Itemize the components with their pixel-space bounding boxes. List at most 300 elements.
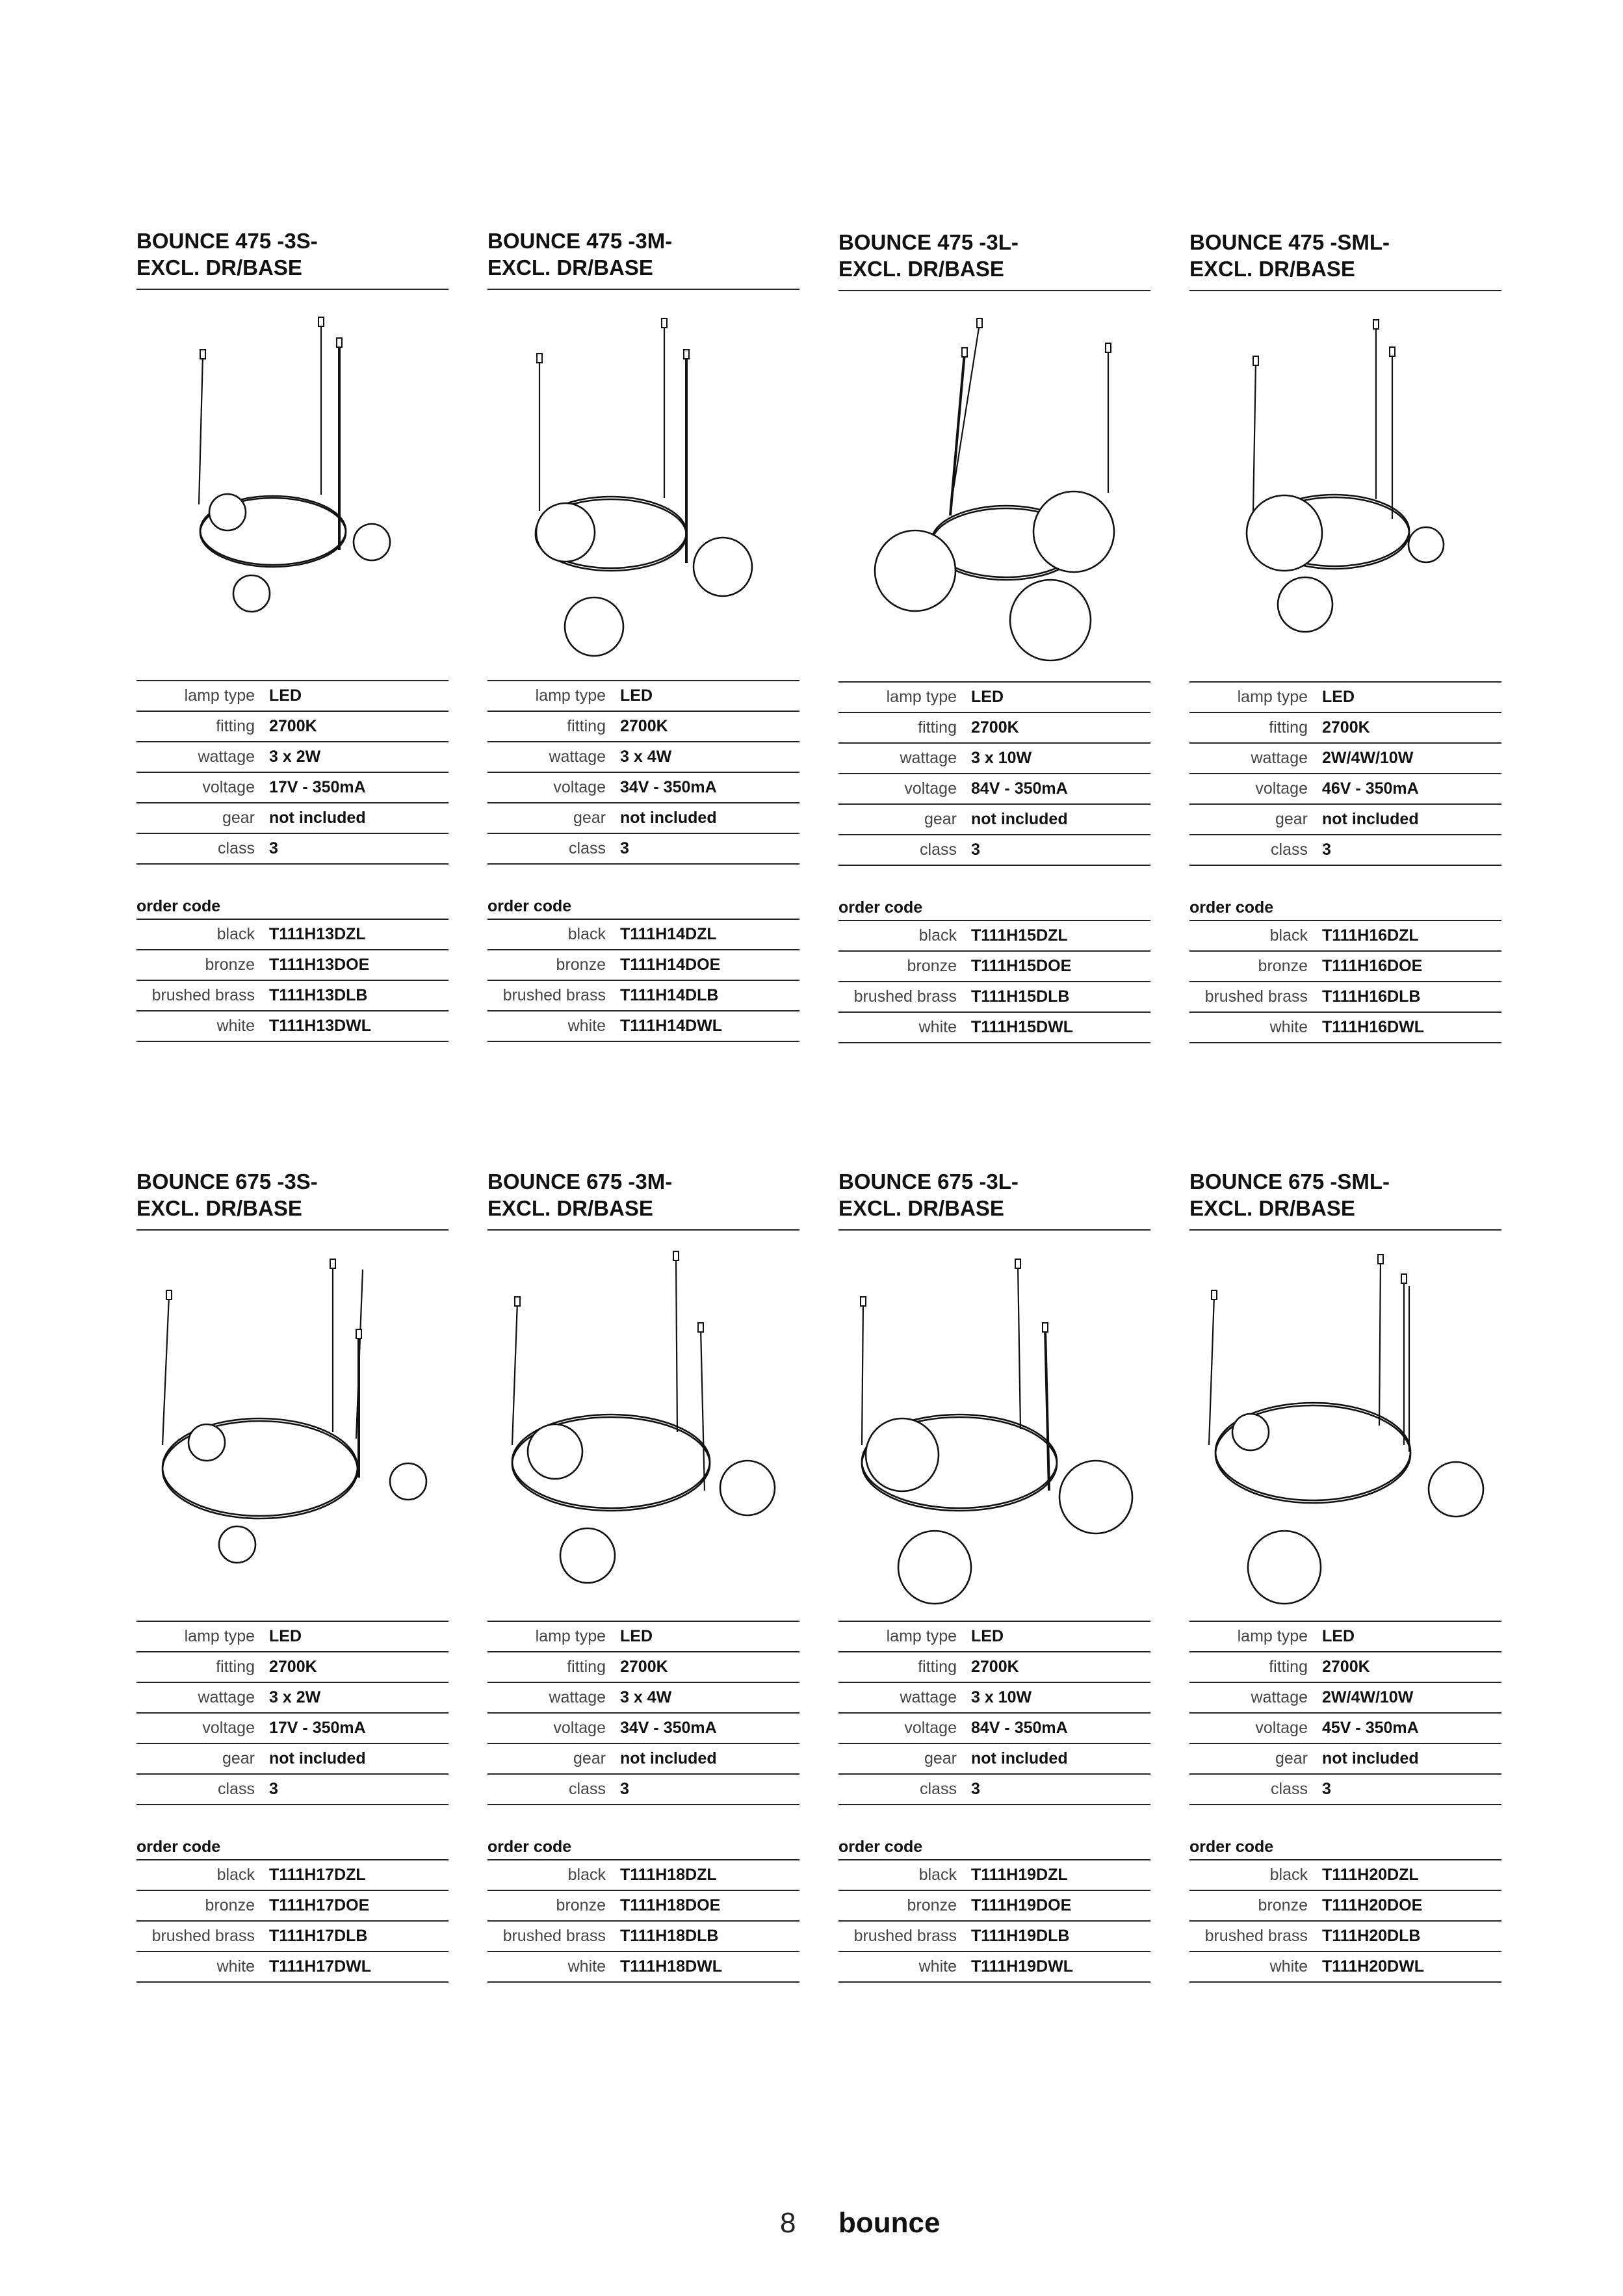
product-title <box>1189 229 1501 291</box>
order-code-table <box>838 1860 1150 1983</box>
spec-row-lamp-type <box>1189 683 1501 713</box>
finish-label: bronze <box>205 956 255 974</box>
spec-row-class <box>487 834 799 865</box>
product-title <box>136 228 448 290</box>
spec-label: lamp type <box>1237 688 1308 706</box>
spec-label: class <box>1271 1780 1308 1798</box>
spec-label: wattage <box>900 1688 957 1706</box>
order-row-black <box>838 921 1150 952</box>
order-code: T111H15DWL <box>971 1018 1074 1036</box>
spec-label: lamp type <box>535 1627 606 1645</box>
spec-label: fitting <box>216 1658 255 1676</box>
pendant-lamp-drawing <box>136 1231 448 1621</box>
pendant-lamp-drawing <box>1189 1231 1501 1621</box>
spec-row-wattage <box>487 1683 799 1714</box>
order-code: T111H14DZL <box>620 925 717 943</box>
spec-row-gear <box>487 1744 799 1775</box>
order-code-table <box>838 921 1150 1043</box>
finish-label: white <box>918 1957 957 1976</box>
product-title-line-2: EXCL. DR/BASE <box>487 255 653 280</box>
spec-label: lamp type <box>1237 1627 1308 1645</box>
spec-label: fitting <box>216 717 255 735</box>
spec-value: not included <box>1322 810 1419 828</box>
product-card <box>487 228 799 1042</box>
order-code: T111H16DLB <box>1322 987 1421 1006</box>
order-code: T111H16DZL <box>1322 926 1419 945</box>
spec-label: fitting <box>1269 1658 1308 1676</box>
finish-label: white <box>216 1957 255 1976</box>
finish-label: black <box>567 925 606 943</box>
spec-value: not included <box>971 810 1068 828</box>
spec-label: fitting <box>567 1658 606 1676</box>
order-row-black <box>838 1860 1150 1891</box>
order-code-heading: order code <box>136 1830 448 1860</box>
spec-value: 17V - 350mA <box>269 1719 366 1737</box>
spec-label: class <box>569 839 606 857</box>
product-title-line-1: BOUNCE 675 -3L- <box>838 1169 1019 1194</box>
order-row-white <box>136 1011 448 1042</box>
spec-row-voltage <box>838 774 1150 805</box>
spec-row-gear <box>487 803 799 834</box>
spec-value: 2700K <box>971 718 1019 737</box>
product-card <box>838 229 1150 1043</box>
order-code: T111H13DLB <box>269 986 368 1004</box>
spec-row-class <box>487 1775 799 1805</box>
order-code-heading: order code <box>487 1830 799 1860</box>
spec-row-class <box>1189 835 1501 866</box>
order-row-white <box>838 1952 1150 1983</box>
spec-value: not included <box>620 809 717 827</box>
spec-row-lamp-type <box>487 681 799 712</box>
spec-row-voltage <box>136 773 448 803</box>
order-row-white <box>1189 1013 1501 1043</box>
order-row-black <box>136 920 448 950</box>
spec-label: gear <box>1275 1749 1308 1768</box>
spec-label: wattage <box>1251 749 1308 767</box>
spec-value: not included <box>620 1749 717 1768</box>
spec-label: class <box>1271 841 1308 859</box>
spec-value: 2700K <box>1322 718 1370 737</box>
spec-value: 3 <box>1322 1780 1331 1798</box>
order-row-bronze <box>1189 1891 1501 1922</box>
spec-value: LED <box>971 1627 1004 1645</box>
product-title-line-1: BOUNCE 675 -3M- <box>487 1169 673 1194</box>
product-title <box>487 1168 799 1231</box>
spec-label: lamp type <box>535 686 606 705</box>
spec-row-voltage <box>838 1714 1150 1744</box>
spec-table <box>487 680 799 865</box>
spec-value: 84V - 350mA <box>971 1719 1068 1737</box>
order-row-bronze <box>838 952 1150 982</box>
finish-label: bronze <box>556 956 606 974</box>
pendant-lamp-drawing <box>1189 291 1501 681</box>
finish-label: black <box>1269 926 1308 945</box>
pendant-lamp-drawing <box>838 1231 1150 1621</box>
spec-row-lamp-type <box>487 1622 799 1652</box>
spec-value: 3 <box>1322 841 1331 859</box>
order-code: T111H19DLB <box>971 1927 1070 1945</box>
order-code: T111H20DWL <box>1322 1957 1425 1976</box>
order-code: T111H20DLB <box>1322 1927 1421 1945</box>
order-code: T111H19DWL <box>971 1957 1074 1976</box>
spec-row-gear <box>838 1744 1150 1775</box>
order-row-white <box>487 1952 799 1983</box>
pendant-lamp-drawing <box>487 290 799 680</box>
order-code-table <box>136 920 448 1042</box>
order-row-brushed-brass <box>487 1922 799 1952</box>
product-title-line-1: BOUNCE 675 -3S- <box>136 1169 318 1194</box>
spec-table <box>136 1621 448 1805</box>
spec-label: gear <box>222 1749 255 1768</box>
product-title <box>487 228 799 290</box>
brand-name: bounce <box>838 2207 941 2239</box>
spec-label: class <box>920 841 957 859</box>
spec-row-class <box>838 835 1150 866</box>
spec-label: lamp type <box>184 1627 255 1645</box>
spec-label: wattage <box>900 749 957 767</box>
spec-row-wattage <box>136 742 448 773</box>
spec-value: LED <box>269 1627 302 1645</box>
spec-value: 2W/4W/10W <box>1322 1688 1414 1706</box>
product-title <box>136 1168 448 1231</box>
spec-row-fitting <box>136 712 448 742</box>
finish-label: brushed brass <box>502 986 606 1004</box>
pendant-lamp-drawing <box>136 290 448 680</box>
spec-label: class <box>920 1780 957 1798</box>
order-code: T111H13DOE <box>269 956 370 974</box>
order-row-white <box>136 1952 448 1983</box>
spec-row-lamp-type <box>838 1622 1150 1652</box>
spec-row-class <box>1189 1775 1501 1805</box>
order-code: T111H20DZL <box>1322 1866 1419 1884</box>
finish-label: black <box>567 1866 606 1884</box>
spec-label: gear <box>924 1749 957 1768</box>
spec-label: gear <box>924 810 957 828</box>
spec-label: voltage <box>202 1719 255 1737</box>
spec-value: not included <box>269 1749 366 1768</box>
page-footer <box>0 2207 1623 2246</box>
spec-label: voltage <box>904 1719 957 1737</box>
order-row-brushed-brass <box>136 981 448 1011</box>
product-card <box>136 1168 448 1983</box>
order-row-black <box>136 1860 448 1891</box>
product-title-line-2: EXCL. DR/BASE <box>838 1196 1004 1220</box>
order-row-black <box>487 1860 799 1891</box>
spec-label: lamp type <box>886 688 957 706</box>
spec-row-gear <box>1189 805 1501 835</box>
spec-value: 2700K <box>620 1658 668 1676</box>
spec-value: 2700K <box>269 1658 317 1676</box>
order-row-bronze <box>136 1891 448 1922</box>
finish-label: brushed brass <box>502 1927 606 1945</box>
order-row-black <box>1189 921 1501 952</box>
spec-value: not included <box>269 809 366 827</box>
product-card <box>487 1168 799 1983</box>
spec-row-wattage <box>838 744 1150 774</box>
spec-row-wattage <box>1189 1683 1501 1714</box>
order-code: T111H16DOE <box>1322 957 1423 975</box>
spec-value: not included <box>971 1749 1068 1768</box>
spec-row-voltage <box>136 1714 448 1744</box>
spec-label: voltage <box>553 1719 606 1737</box>
finish-label: brushed brass <box>1204 1927 1308 1945</box>
spec-label: gear <box>573 809 606 827</box>
spec-label: wattage <box>198 1688 255 1706</box>
spec-value: 3 <box>971 1780 980 1798</box>
order-row-bronze <box>838 1891 1150 1922</box>
product-title-line-2: EXCL. DR/BASE <box>136 255 302 280</box>
spec-value: 34V - 350mA <box>620 1719 717 1737</box>
spec-label: wattage <box>549 1688 606 1706</box>
finish-label: black <box>216 1866 255 1884</box>
spec-label: lamp type <box>184 686 255 705</box>
order-code: T111H15DLB <box>971 987 1070 1006</box>
order-code-table <box>487 920 799 1042</box>
spec-table <box>136 680 448 865</box>
product-title-line-2: EXCL. DR/BASE <box>838 257 1004 281</box>
spec-value: LED <box>1322 1627 1355 1645</box>
spec-value: 17V - 350mA <box>269 778 366 796</box>
finish-label: white <box>1269 1957 1308 1976</box>
order-code: T111H18DLB <box>620 1927 719 1945</box>
finish-label: white <box>1269 1018 1308 1036</box>
spec-row-fitting <box>1189 1652 1501 1683</box>
spec-row-fitting <box>838 1652 1150 1683</box>
spec-value: 45V - 350mA <box>1322 1719 1419 1737</box>
order-row-white <box>1189 1952 1501 1983</box>
product-title-line-1: BOUNCE 475 -3S- <box>136 229 318 253</box>
spec-row-voltage <box>487 1714 799 1744</box>
pendant-lamp-drawing <box>487 1231 799 1621</box>
spec-row-voltage <box>1189 774 1501 805</box>
finish-label: bronze <box>907 957 957 975</box>
spec-row-gear <box>1189 1744 1501 1775</box>
order-code-heading: order code <box>1189 891 1501 921</box>
spec-value: 2700K <box>971 1658 1019 1676</box>
spec-value: 3 x 10W <box>971 1688 1032 1706</box>
order-code: T111H17DOE <box>269 1896 370 1914</box>
spec-label: wattage <box>1251 1688 1308 1706</box>
spec-row-fitting <box>838 713 1150 744</box>
spec-row-lamp-type <box>1189 1622 1501 1652</box>
spec-label: fitting <box>567 717 606 735</box>
order-row-white <box>838 1013 1150 1043</box>
spec-value: 3 <box>269 839 278 857</box>
product-card <box>1189 229 1501 1043</box>
spec-label: gear <box>573 1749 606 1768</box>
spec-label: fitting <box>918 718 957 737</box>
order-code: T111H16DWL <box>1322 1018 1425 1036</box>
order-code-heading: order code <box>1189 1830 1501 1860</box>
product-title-line-1: BOUNCE 475 -3M- <box>487 229 673 253</box>
product-title-line-2: EXCL. DR/BASE <box>487 1196 653 1220</box>
order-row-brushed-brass <box>136 1922 448 1952</box>
order-code-heading: order code <box>838 1830 1150 1860</box>
spec-table <box>487 1621 799 1805</box>
spec-row-lamp-type <box>838 683 1150 713</box>
product-card <box>136 228 448 1042</box>
order-row-bronze <box>487 1891 799 1922</box>
finish-label: brushed brass <box>1204 987 1308 1006</box>
spec-row-fitting <box>487 712 799 742</box>
spec-value: 2700K <box>269 717 317 735</box>
spec-row-voltage <box>1189 1714 1501 1744</box>
product-title-line-1: BOUNCE 475 -3L- <box>838 230 1019 254</box>
product-title <box>838 229 1150 291</box>
finish-label: black <box>216 925 255 943</box>
spec-value: LED <box>971 688 1004 706</box>
spec-label: fitting <box>1269 718 1308 737</box>
spec-row-class <box>136 1775 448 1805</box>
spec-value: 46V - 350mA <box>1322 779 1419 798</box>
spec-row-wattage <box>838 1683 1150 1714</box>
spec-value: 3 x 4W <box>620 748 672 766</box>
order-code: T111H20DOE <box>1322 1896 1423 1914</box>
spec-row-gear <box>838 805 1150 835</box>
spec-row-class <box>136 834 448 865</box>
order-code: T111H15DOE <box>971 957 1072 975</box>
order-code: T111H14DWL <box>620 1017 723 1035</box>
product-title <box>838 1168 1150 1231</box>
spec-label: voltage <box>1255 779 1308 798</box>
spec-value: LED <box>269 686 302 705</box>
product-title-line-2: EXCL. DR/BASE <box>1189 1196 1355 1220</box>
page-number: 8 <box>780 2207 796 2239</box>
order-code-table <box>136 1860 448 1983</box>
product-title-line-2: EXCL. DR/BASE <box>1189 257 1355 281</box>
finish-label: brushed brass <box>151 1927 255 1945</box>
spec-label: wattage <box>198 748 255 766</box>
spec-row-gear <box>136 1744 448 1775</box>
spec-value: 34V - 350mA <box>620 778 717 796</box>
order-code: T111H18DWL <box>620 1957 723 1976</box>
order-row-brushed-brass <box>487 981 799 1011</box>
order-code-heading: order code <box>487 889 799 920</box>
spec-table <box>1189 1621 1501 1805</box>
product-title <box>1189 1168 1501 1231</box>
order-row-white <box>487 1011 799 1042</box>
finish-label: bronze <box>556 1896 606 1914</box>
finish-label: bronze <box>1258 1896 1308 1914</box>
spec-label: voltage <box>1255 1719 1308 1737</box>
order-row-black <box>1189 1860 1501 1891</box>
spec-label: voltage <box>904 779 957 798</box>
spec-value: 3 <box>269 1780 278 1798</box>
spec-value: LED <box>620 686 653 705</box>
finish-label: white <box>567 1957 606 1976</box>
spec-value: 3 x 4W <box>620 1688 672 1706</box>
order-code-table <box>1189 1860 1501 1983</box>
spec-table <box>838 1621 1150 1805</box>
order-code: T111H15DZL <box>971 926 1068 945</box>
product-card <box>838 1168 1150 1983</box>
spec-value: 2700K <box>620 717 668 735</box>
spec-label: gear <box>1275 810 1308 828</box>
spec-label: lamp type <box>886 1627 957 1645</box>
spec-value: 3 <box>620 1780 629 1798</box>
order-row-brushed-brass <box>1189 982 1501 1013</box>
order-code-table <box>1189 921 1501 1043</box>
order-code: T111H19DZL <box>971 1866 1068 1884</box>
spec-row-fitting <box>136 1652 448 1683</box>
spec-value: 3 x 10W <box>971 749 1032 767</box>
spec-row-fitting <box>487 1652 799 1683</box>
spec-value: 3 <box>620 839 629 857</box>
finish-label: brushed brass <box>151 986 255 1004</box>
spec-row-wattage <box>487 742 799 773</box>
spec-value: 2W/4W/10W <box>1322 749 1414 767</box>
finish-label: white <box>918 1018 957 1036</box>
spec-row-class <box>838 1775 1150 1805</box>
pendant-lamp-drawing <box>838 291 1150 681</box>
order-code: T111H17DLB <box>269 1927 368 1945</box>
finish-label: white <box>216 1017 255 1035</box>
order-code: T111H13DWL <box>269 1017 372 1035</box>
finish-label: bronze <box>1258 957 1308 975</box>
spec-label: class <box>569 1780 606 1798</box>
order-row-brushed-brass <box>838 1922 1150 1952</box>
product-title-line-1: BOUNCE 675 -SML- <box>1189 1169 1390 1194</box>
finish-label: black <box>918 1866 957 1884</box>
spec-value: 3 x 2W <box>269 748 321 766</box>
spec-row-fitting <box>1189 713 1501 744</box>
finish-label: bronze <box>907 1896 957 1914</box>
spec-row-gear <box>136 803 448 834</box>
spec-row-voltage <box>487 773 799 803</box>
spec-value: LED <box>1322 688 1355 706</box>
spec-row-lamp-type <box>136 1622 448 1652</box>
order-row-bronze <box>487 950 799 981</box>
spec-value: 84V - 350mA <box>971 779 1068 798</box>
spec-row-lamp-type <box>136 681 448 712</box>
product-card <box>1189 1168 1501 1983</box>
order-code: T111H14DLB <box>620 986 719 1004</box>
order-code-table <box>487 1860 799 1983</box>
order-code: T111H18DOE <box>620 1896 721 1914</box>
order-row-brushed-brass <box>838 982 1150 1013</box>
order-code-heading: order code <box>838 891 1150 921</box>
order-code: T111H19DOE <box>971 1896 1072 1914</box>
finish-label: bronze <box>205 1896 255 1914</box>
spec-value: 2700K <box>1322 1658 1370 1676</box>
order-row-bronze <box>136 950 448 981</box>
spec-label: wattage <box>549 748 606 766</box>
spec-label: class <box>218 839 255 857</box>
order-code: T111H17DZL <box>269 1866 366 1884</box>
product-title-line-2: EXCL. DR/BASE <box>136 1196 302 1220</box>
finish-label: black <box>1269 1866 1308 1884</box>
spec-value: 3 <box>971 841 980 859</box>
spec-label: class <box>218 1780 255 1798</box>
spec-label: voltage <box>202 778 255 796</box>
order-code: T111H13DZL <box>269 925 366 943</box>
finish-label: brushed brass <box>853 987 957 1006</box>
spec-table <box>838 681 1150 866</box>
spec-label: fitting <box>918 1658 957 1676</box>
spec-row-wattage <box>1189 744 1501 774</box>
spec-table <box>1189 681 1501 866</box>
product-title-line-1: BOUNCE 475 -SML- <box>1189 230 1390 254</box>
order-code: T111H18DZL <box>620 1866 717 1884</box>
order-row-brushed-brass <box>1189 1922 1501 1952</box>
finish-label: white <box>567 1017 606 1035</box>
spec-value: LED <box>620 1627 653 1645</box>
spec-label: gear <box>222 809 255 827</box>
spec-value: 3 x 2W <box>269 1688 321 1706</box>
order-row-bronze <box>1189 952 1501 982</box>
order-row-black <box>487 920 799 950</box>
order-code-heading: order code <box>136 889 448 920</box>
